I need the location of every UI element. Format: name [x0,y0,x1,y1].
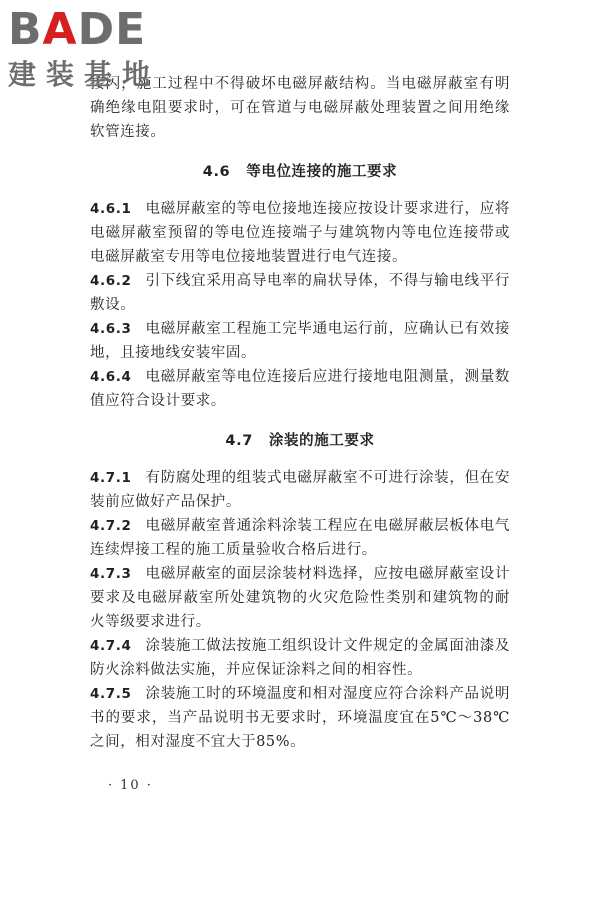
page-number: · 10 · [108,778,153,793]
clause-number: 4.7.4 [90,638,132,654]
bade-logo [8,4,178,96]
clause-text: 电磁屏蔽室的等电位接地连接应按设计要求进行，应将电磁屏蔽室预留的等电位连接端子与建筑物内等电位连接带或电磁屏蔽室专用等电位接地装置进行电气连接。 [90,201,510,265]
clause-text: 有防腐处理的组装式电磁屏蔽室不可进行涂装，但在安装前应做好产品保护。 [90,470,510,510]
page-body [90,72,510,754]
clause-4-7-4 [90,634,510,682]
clause-number: 4.6.3 [90,321,132,337]
clause-4-6-2 [90,269,510,317]
clause-4-7-2 [90,514,510,562]
clause-4-7-3 [90,562,510,634]
logo-letter-b: B [8,4,43,55]
clause-number: 4.7.2 [90,518,132,534]
clause-number: 4.7.3 [90,566,132,582]
clause-4-7-5 [90,682,510,754]
clause-text: 电磁屏蔽室的面层涂装材料选择，应按电磁屏蔽室设计要求及电磁屏蔽室所处建筑物的火灾危险性类别和建筑物的耐火等级要求进行。 [90,566,510,630]
clause-text: 涂装施工时的环境温度和相对湿度应符合涂料产品说明书的要求，当产品说明书无要求时，环境温度宜在5℃～38℃之间，相对湿度不宜大于85%。 [90,686,510,750]
section-4-7 [90,429,510,754]
logo-wordmark [8,4,178,56]
clause-number: 4.6.1 [90,201,132,217]
section-title [90,160,510,181]
section-heading: 等电位连接的施工要求 [246,164,398,180]
logo-letter-a-accent: A [42,4,78,55]
section-number: 4.7 [225,433,253,449]
page-number-value: 10 [120,778,141,793]
section-4-6 [90,160,510,413]
clause-text: 电磁屏蔽室等电位连接后应进行接地电阻测量，测量数值应符合设计要求。 [90,369,510,409]
section-number: 4.6 [202,164,231,180]
clause-text: 涂装施工做法按施工组织设计文件规定的金属面油漆及防火涂料做法实施，并应保证涂料之间的相容性。 [90,638,510,678]
clause-4-6-3 [90,317,510,365]
clause-number: 4.6.2 [90,273,132,289]
clause-4-6-1 [90,197,510,269]
clause-number: 4.6.4 [90,369,132,385]
section-heading: 涂装的施工要求 [268,433,375,449]
intro-paragraph: 接闪，施工过程中不得破坏电磁屏蔽结构。当电磁屏蔽室有明确绝缘电阻要求时，可在管道与电磁屏蔽处理装置之间用绝缘软管连接。 [90,76,510,140]
clause-text: 引下线宜采用高导电率的扁状导体，不得与输电线平行敷设。 [90,273,510,313]
logo-letters-de: DE [77,4,147,55]
clause-number: 4.7.1 [90,470,132,486]
section-title [90,429,510,450]
clause-4-7-1 [90,466,510,514]
logo-subtitle: 建装基地 [8,58,161,91]
clause-text: 电磁屏蔽室普通涂料涂装工程应在电磁屏蔽层板体电气连续焊接工程的施工质量验收合格后进行。 [90,518,510,558]
clause-4-6-4 [90,365,510,413]
clause-text: 电磁屏蔽室工程施工完毕通电运行前，应确认已有效接地，且接地线安装牢固。 [90,321,510,361]
clause-number: 4.7.5 [90,686,132,702]
